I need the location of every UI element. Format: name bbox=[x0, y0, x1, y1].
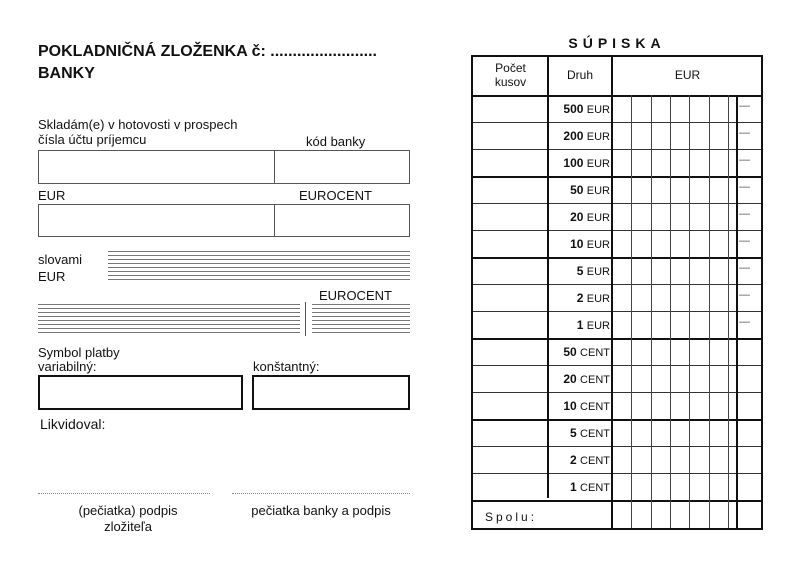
count-cell[interactable] bbox=[473, 365, 547, 392]
words-divider bbox=[305, 302, 306, 336]
constant-symbol-label: konštantný: bbox=[253, 359, 320, 374]
denomination-amount: 2 bbox=[570, 453, 577, 467]
depositor-signature-label-line2: zložiteľa bbox=[104, 519, 152, 534]
denomination-label bbox=[548, 210, 610, 224]
deposit-label-line2: čísla účtu príjemcu bbox=[38, 132, 147, 147]
denomination-unit: EUR bbox=[586, 239, 610, 251]
denomination-label bbox=[548, 291, 610, 305]
cent-dash-mark: — bbox=[739, 154, 750, 166]
denomination-amount: 500 bbox=[563, 102, 584, 116]
cent-dash-mark: — bbox=[739, 235, 750, 247]
cent-dash-mark: — bbox=[739, 316, 750, 328]
cent-dash-mark: — bbox=[739, 100, 750, 112]
form-subtitle: BANKY bbox=[38, 65, 95, 82]
eur-words-lines[interactable] bbox=[38, 304, 300, 334]
total-separator bbox=[473, 500, 761, 502]
eur-amount-field[interactable] bbox=[38, 204, 275, 237]
eur-header: EUR bbox=[674, 68, 701, 82]
denomination-label bbox=[548, 264, 610, 278]
denomination-amount: 1 bbox=[576, 318, 584, 332]
denomination-amount: 20 bbox=[570, 210, 584, 224]
denomination-label bbox=[548, 426, 610, 440]
digit-column-line bbox=[670, 95, 671, 528]
denomination-label bbox=[548, 156, 610, 170]
eur-label: EUR bbox=[38, 188, 66, 203]
count-cell[interactable] bbox=[473, 149, 547, 176]
bank-signature-label: pečiatka banky a podpis bbox=[251, 503, 391, 518]
denomination-amount: 50 bbox=[570, 183, 584, 197]
constant-symbol-field[interactable] bbox=[252, 375, 410, 410]
denomination-amount: 200 bbox=[563, 129, 584, 143]
denomination-label bbox=[548, 480, 610, 494]
total-label: Spolu: bbox=[485, 510, 538, 524]
count-header-line2: kusov bbox=[494, 75, 527, 89]
deposit-label-line1: Skladám(e) v hotovosti v prospech bbox=[38, 117, 238, 132]
denomination-amount: 10 bbox=[570, 237, 584, 251]
symbol-label: Symbol platby bbox=[38, 345, 120, 360]
words-label-line1: slovami bbox=[38, 252, 83, 267]
cent-dash-mark: — bbox=[739, 262, 750, 274]
digit-column-line bbox=[651, 95, 652, 528]
digit-column-line bbox=[689, 95, 690, 528]
cent-dash-mark: — bbox=[739, 181, 750, 193]
denomination-unit: EUR bbox=[586, 293, 610, 305]
denomination-unit: EUR bbox=[586, 320, 610, 332]
depositor-signature-line[interactable] bbox=[38, 493, 210, 494]
denomination-label bbox=[548, 129, 610, 143]
denomination-amount: 50 bbox=[563, 345, 577, 359]
denomination-unit: CENT bbox=[580, 455, 610, 467]
denomination-label bbox=[548, 372, 610, 386]
denomination-label bbox=[548, 318, 610, 332]
count-cell[interactable] bbox=[473, 392, 547, 419]
denomination-unit: EUR bbox=[586, 131, 610, 143]
count-cell[interactable] bbox=[473, 338, 547, 365]
words-label-line2: EUR bbox=[38, 269, 66, 284]
account-number-field[interactable] bbox=[38, 150, 275, 184]
count-column-border bbox=[547, 57, 549, 498]
denomination-label bbox=[548, 453, 610, 467]
denomination-unit: CENT bbox=[580, 482, 610, 494]
denomination-unit: CENT bbox=[580, 401, 610, 413]
denomination-table bbox=[471, 55, 763, 530]
list-title: SÚPISKA bbox=[568, 35, 666, 51]
count-cell[interactable] bbox=[473, 122, 547, 149]
denomination-unit: EUR bbox=[586, 185, 610, 197]
cent-dash-mark: — bbox=[739, 208, 750, 220]
variable-symbol-field[interactable] bbox=[38, 375, 243, 410]
count-cell[interactable] bbox=[473, 446, 547, 473]
denomination-label bbox=[548, 183, 610, 197]
kind-column-border bbox=[611, 57, 613, 530]
depositor-signature-label-line1: (pečiatka) podpis bbox=[78, 503, 178, 518]
eurocent-amount-field[interactable] bbox=[274, 204, 410, 237]
eurocent-words-label: EUROCENT bbox=[319, 288, 392, 303]
count-cell[interactable] bbox=[473, 203, 547, 230]
bank-code-field[interactable] bbox=[274, 150, 410, 184]
denomination-amount: 100 bbox=[563, 156, 584, 170]
digit-column-line bbox=[728, 95, 729, 528]
eurocent-label: EUROCENT bbox=[299, 188, 372, 203]
denomination-amount: 5 bbox=[576, 264, 584, 278]
denomination-unit: EUR bbox=[586, 104, 610, 116]
digit-column-line bbox=[736, 95, 738, 528]
denomination-amount: 2 bbox=[576, 291, 584, 305]
digit-column-line bbox=[709, 95, 710, 528]
count-cell[interactable] bbox=[473, 284, 547, 311]
cent-dash-mark: — bbox=[739, 289, 750, 301]
count-cell[interactable] bbox=[473, 230, 547, 257]
count-cell[interactable] bbox=[473, 257, 547, 284]
denomination-unit: EUR bbox=[586, 266, 610, 278]
denomination-label bbox=[548, 102, 610, 116]
digit-column-line bbox=[631, 95, 632, 528]
denomination-unit: CENT bbox=[580, 428, 610, 440]
count-header-line1: Počet bbox=[495, 61, 526, 75]
denomination-unit: EUR bbox=[586, 212, 610, 224]
denomination-unit: CENT bbox=[580, 374, 610, 386]
denomination-amount: 20 bbox=[563, 372, 577, 386]
denomination-label bbox=[548, 237, 610, 251]
eurocent-words-lines[interactable] bbox=[312, 304, 410, 334]
denomination-label bbox=[548, 399, 610, 413]
cent-dash-mark: — bbox=[739, 127, 750, 139]
bank-signature-line[interactable] bbox=[232, 493, 410, 494]
denomination-amount: 10 bbox=[563, 399, 577, 413]
count-cell[interactable] bbox=[473, 419, 547, 446]
denomination-unit: CENT bbox=[580, 347, 610, 359]
denomination-amount: 1 bbox=[570, 480, 577, 494]
count-cell[interactable] bbox=[473, 95, 547, 122]
count-cell[interactable] bbox=[473, 473, 547, 500]
bank-code-label: kód banky bbox=[306, 134, 366, 149]
variable-symbol-label: variabilný: bbox=[38, 359, 97, 374]
denomination-unit: EUR bbox=[586, 158, 610, 170]
liquidated-label: Likvidoval: bbox=[40, 416, 106, 432]
denomination-amount: 5 bbox=[570, 426, 577, 440]
amount-in-words-lines[interactable] bbox=[108, 251, 410, 283]
count-cell[interactable] bbox=[473, 311, 547, 338]
kind-header: Druh bbox=[566, 68, 593, 82]
form-title: POKLADNIČNÁ ZLOŽENKA č: ........................ bbox=[38, 43, 377, 60]
count-cell[interactable] bbox=[473, 176, 547, 203]
denomination-label bbox=[548, 345, 610, 359]
